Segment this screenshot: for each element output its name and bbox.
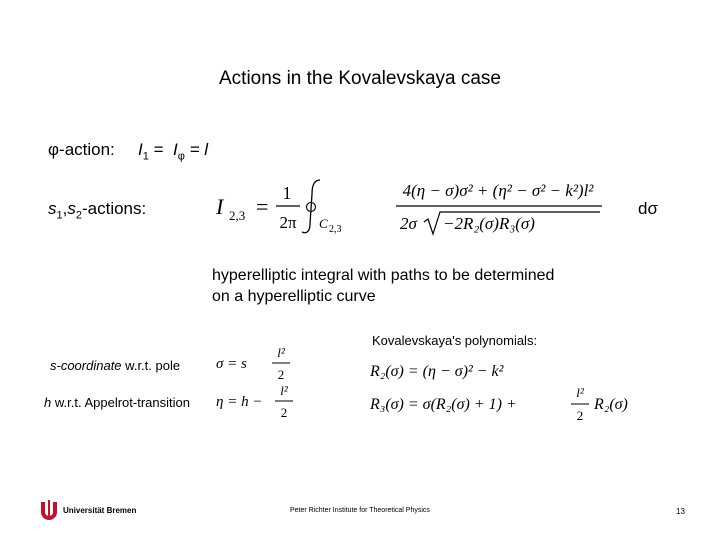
- frac-den: 2π: [279, 213, 297, 232]
- slide-title: Actions in the Kovalevskaya case: [219, 68, 501, 89]
- integral-formula: [214, 172, 624, 242]
- h-frac-den: 2: [280, 405, 288, 420]
- university-name: Universität Bremen: [63, 506, 137, 515]
- frac-num: 1: [282, 183, 292, 203]
- s-actions-label: [48, 199, 146, 221]
- integrand-den-pre: 2σ: [400, 214, 417, 233]
- integral-sign: [302, 180, 320, 233]
- hyperelliptic-note: [212, 265, 632, 307]
- h-formula: [216, 382, 296, 422]
- page-number: 13: [676, 507, 685, 516]
- eq-sub-phi: φ: [177, 150, 185, 163]
- eq-equals-1: =: [153, 140, 164, 159]
- formula-lhs: I: [216, 194, 224, 219]
- s2: s: [67, 199, 76, 218]
- hyperelliptic-line-1: hyperelliptic integral with paths to be determined: [212, 267, 555, 284]
- s-coordinate-formula: [216, 344, 296, 384]
- eta-equals-h: η = h −: [216, 394, 263, 410]
- formula-equals: =: [256, 194, 269, 219]
- h-italic: h: [44, 395, 52, 410]
- h-rest: w.r.t. Appelrot-transition: [51, 395, 190, 410]
- phi-action-text: -action:: [59, 140, 115, 159]
- s-frac-num: l²: [277, 345, 285, 360]
- integrand-numerator: 4(η − σ)σ² + (η² − σ² − k²)l²: [402, 181, 594, 200]
- contour-sub: 2,3: [329, 224, 342, 235]
- h-frac-num: l²: [280, 383, 288, 398]
- formula-lhs-sub: 2,3: [229, 208, 246, 223]
- r3-frac-den: 2: [576, 408, 584, 423]
- s-frac-den: 2: [277, 367, 285, 382]
- s2-sub: 2: [75, 209, 82, 222]
- r3-frac-num: l²: [576, 385, 584, 400]
- institute-name: Peter Richter Institute for Theoretical Physics: [290, 507, 430, 514]
- kovalevskaya-label: Kovalevskaya's polynomials:: [372, 333, 538, 348]
- r3-lhs: R₃(σ) = σ(R₂(σ) + 1) +: [370, 396, 517, 413]
- eq-sub-1: 1: [142, 150, 149, 163]
- phi-action-label: [48, 140, 115, 160]
- phi-symbol: φ: [48, 140, 60, 159]
- contour-C: C: [319, 216, 328, 231]
- hyperelliptic-line-2: on a hyperelliptic curve: [212, 288, 376, 305]
- eq-I-phi: I: [172, 140, 178, 159]
- eq-equals-l: = l: [189, 140, 209, 159]
- s-coordinate-italic: s-coordinate: [50, 358, 122, 373]
- s-comma: ,: [62, 199, 68, 218]
- eq-I: I: [138, 140, 143, 159]
- h-appelrot-label: [44, 395, 190, 410]
- s-actions-text: -actions:: [81, 199, 147, 218]
- integrand-den-root: −2R₂(σ)R₃(σ): [443, 214, 535, 233]
- r2-formula: [370, 356, 570, 386]
- phi-action-equation: [138, 140, 208, 162]
- s-coordinate-label: [50, 358, 180, 373]
- d-sigma: dσ: [638, 199, 658, 218]
- s-coordinate-rest: w.r.t. pole: [121, 358, 181, 373]
- university-logo-icon: [38, 499, 60, 521]
- r2-text: R₂(σ) = (η − σ)² − k²: [370, 363, 504, 380]
- s1: s: [48, 199, 57, 218]
- s1-sub: 1: [56, 209, 63, 222]
- sigma-equals-s: σ = s: [216, 356, 247, 372]
- r3-tail: R₂(σ): [594, 396, 628, 413]
- r3-formula: [370, 384, 650, 426]
